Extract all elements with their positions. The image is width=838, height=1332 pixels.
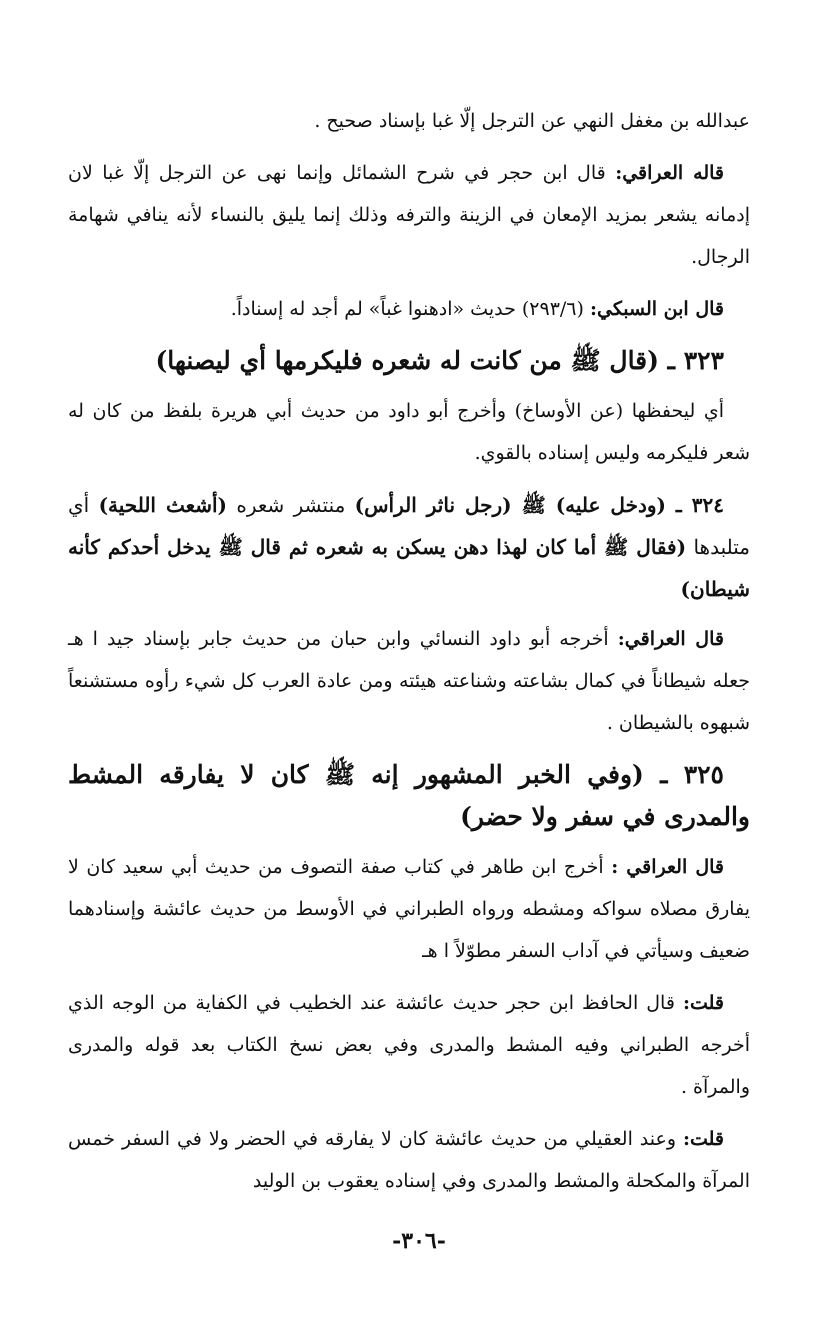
paragraph-lead: قاله العراقي: [615,162,725,184]
paragraph-325-a: قال العراقي : أخرج ابن طاهر في كتاب صفة التصوف من حديث أبي سعيد كان لا يفارق مصلاه سواكه ومشطه ورواه الطبراني في الأوسط من حديث عائشة وإسنادهما ضعيف وسيأتي في آداب السفر مطوّلاً ا هـ [68,856,750,962]
paragraph-325-b: قلت: قال الحافظ ابن حجر حديث عائشة عند الخطيب في الكفاية من الوجه الذي أخرجه الطبراني وفيه المشط والمدرى وفي بعض نسخ الكتاب بعد قوله والمدرى والمرآة . [68,992,750,1098]
paragraph-lead: قلت: [682,1128,724,1150]
paragraph-2: قاله العراقي: قال ابن حجر في شرح الشمائل وإنما نهى عن الترجل إلّا غبا لان إدمانه يشعر بمزيد الإمعان في الزينة والترفه وذلك إنما يليق بالنساء لأنه ينافي شهامة الرجال. [68,162,750,268]
paragraph-1: عبدالله بن مغفل النهي عن الترجل إلّا غبا بإسناد صحيح . [314,110,750,132]
paragraph-lead: قال العراقي: [617,628,724,650]
paragraph-lead: قال ابن السبكي: [589,298,724,320]
paragraph-324: قال العراقي: أخرجه أبو داود النسائي وابن حبان من حديث جابر بإسناد جيد ا هـ جعله شيطاناً في كمال بشاعته وشناعته هيئته ومن عادة العرب كل شيء رأوه مستشنعاً شبهوه بالشيطان . [68,628,750,734]
paragraph-323: أي ليحفظها (عن الأوساخ) وأخرج أبو داود من حديث أبي هريرة بلفظ من كان له شعر فليكرمه وليس إسناده بالقوي. [68,400,750,464]
paragraph-325-c: قلت: وعند العقيلي من حديث عائشة كان لا يفارقه في الحضر ولا في السفر خمس المرآة والمكحلة والمشط والمدرى وفي إسناده يعقوب بن الوليد [68,1128,750,1192]
heading-323: ٣٢٣ ـ (قال ﷺ من كانت له شعره فليكرمها أي ليصنها) [155,346,724,375]
paragraph-lead: قلت: [682,992,724,1014]
page-number: -٣٠٦- [392,1228,446,1254]
heading-324: ٣٢٤ ـ (ودخل عليه) ﷺ (رجل ناثر الرأس) منتشر شعره (أشعث اللحية) أي متلبدها (فقال ﷺ أما كان لهذا دهن يسكن به شعره ثم قال ﷺ يدخل أحدكم كأنه شيطان) [68,493,750,601]
paragraph-3: قال ابن السبكي: (٢٩٣/٦) حديث «ادهنوا غباً» لم أجد له إسناداً. [230,298,724,320]
paragraph-lead: قال العراقي : [611,856,724,878]
page-body [68,100,750,1212]
heading-325: ٣٢٥ ـ (وفي الخبر المشهور إنه ﷺ كان لا يفارقه المشط والمدرى في سفر ولا حضر) [68,760,750,831]
